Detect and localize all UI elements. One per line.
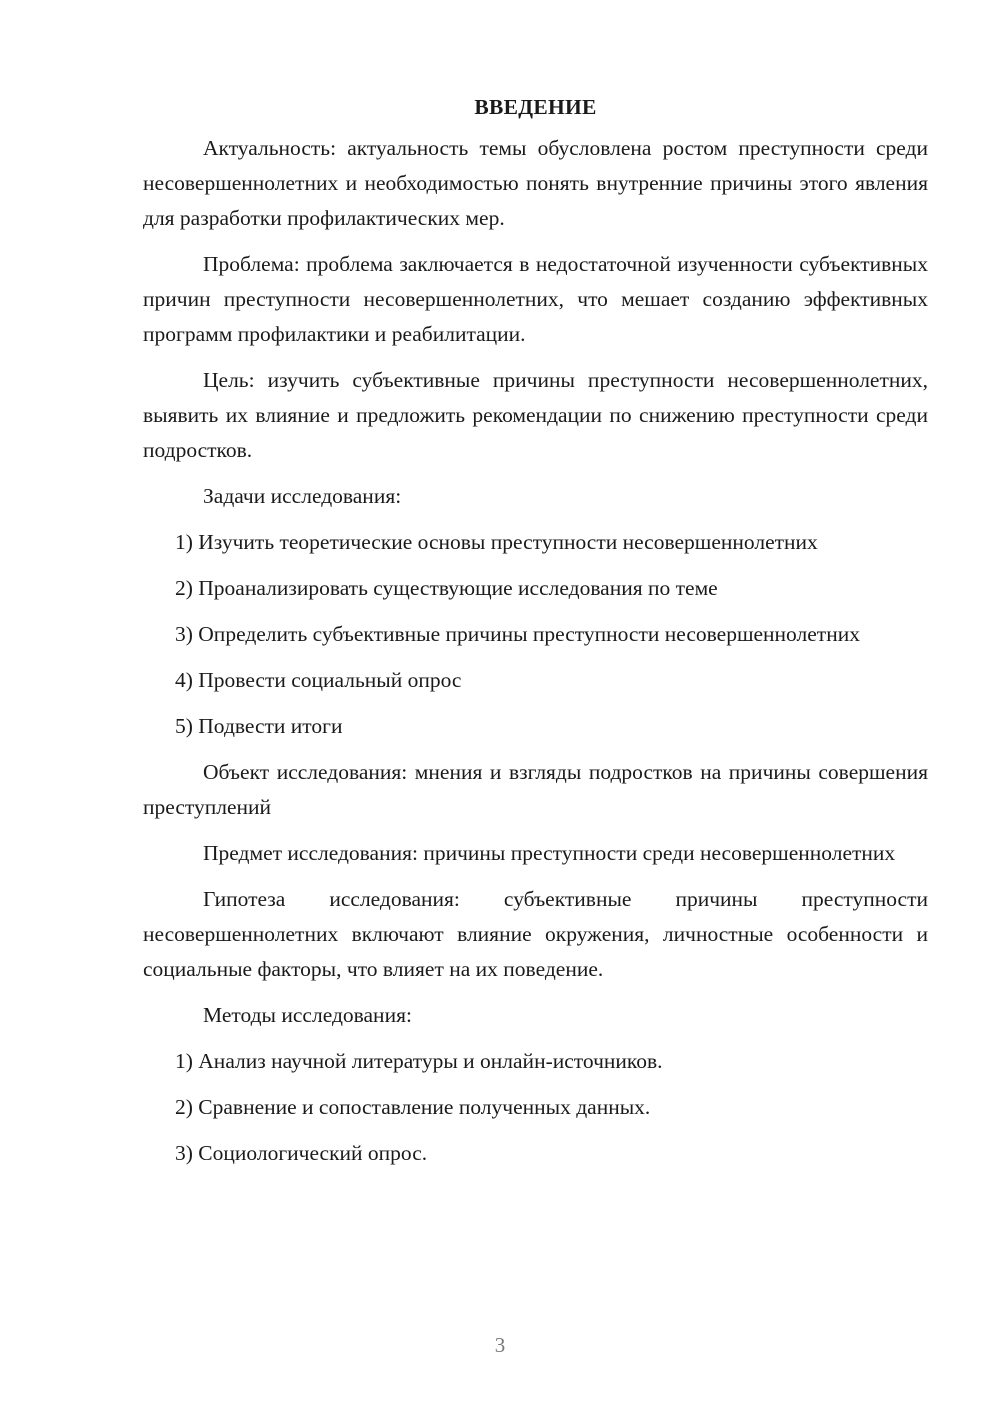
task-item-1: 1) Изучить теоретические основы преступности несовершеннолетних [175, 530, 818, 554]
goal-paragraph: Цель: изучить субъективные причины преступности несовершеннолетних, выявить их влияние и предложить рекомендации по снижению преступности среди подростков. [143, 368, 928, 462]
task-item-3: 3) Определить субъективные причины преступности несовершеннолетних [175, 622, 860, 646]
method-item-1: 1) Анализ научной литературы и онлайн-источников. [175, 1049, 663, 1073]
page-number: 3 [494, 1333, 506, 1357]
hypothesis-paragraph: Гипотеза исследования: субъективные причины преступности несовершеннолетних включают влияние окружения, личностные особенности и социальные факторы, что влияет на их поведение. [143, 887, 928, 981]
methods-heading: Методы исследования: [203, 1003, 412, 1027]
task-item-5: 5) Подвести итоги [175, 714, 343, 738]
problem-paragraph: Проблема: проблема заключается в недостаточной изученности субъективных причин преступности несовершеннолетних, что мешает созданию эффективных программ профилактики и реабилитации. [143, 252, 928, 346]
relevance-paragraph: Актуальность: актуальность темы обусловлена ростом преступности среди несовершеннолетних и необходимостью понять внутренние причины этого явления для разработки профилактических мер. [143, 136, 928, 230]
task-item-2: 2) Проанализировать существующие исследования по теме [175, 576, 718, 600]
document-page [143, 90, 928, 1182]
section-title: ВВЕДЕНИЕ [474, 95, 597, 119]
subject-paragraph: Предмет исследования: причины преступности среди несовершеннолетних [203, 841, 896, 865]
object-paragraph: Объект исследования: мнения и взгляды подростков на причины совершения преступлений [143, 760, 928, 819]
method-item-2: 2) Сравнение и сопоставление полученных данных. [175, 1095, 651, 1119]
method-item-3: 3) Социологический опрос. [175, 1141, 428, 1165]
tasks-heading: Задачи исследования: [203, 484, 402, 508]
task-item-4: 4) Провести социальный опрос [175, 668, 462, 692]
